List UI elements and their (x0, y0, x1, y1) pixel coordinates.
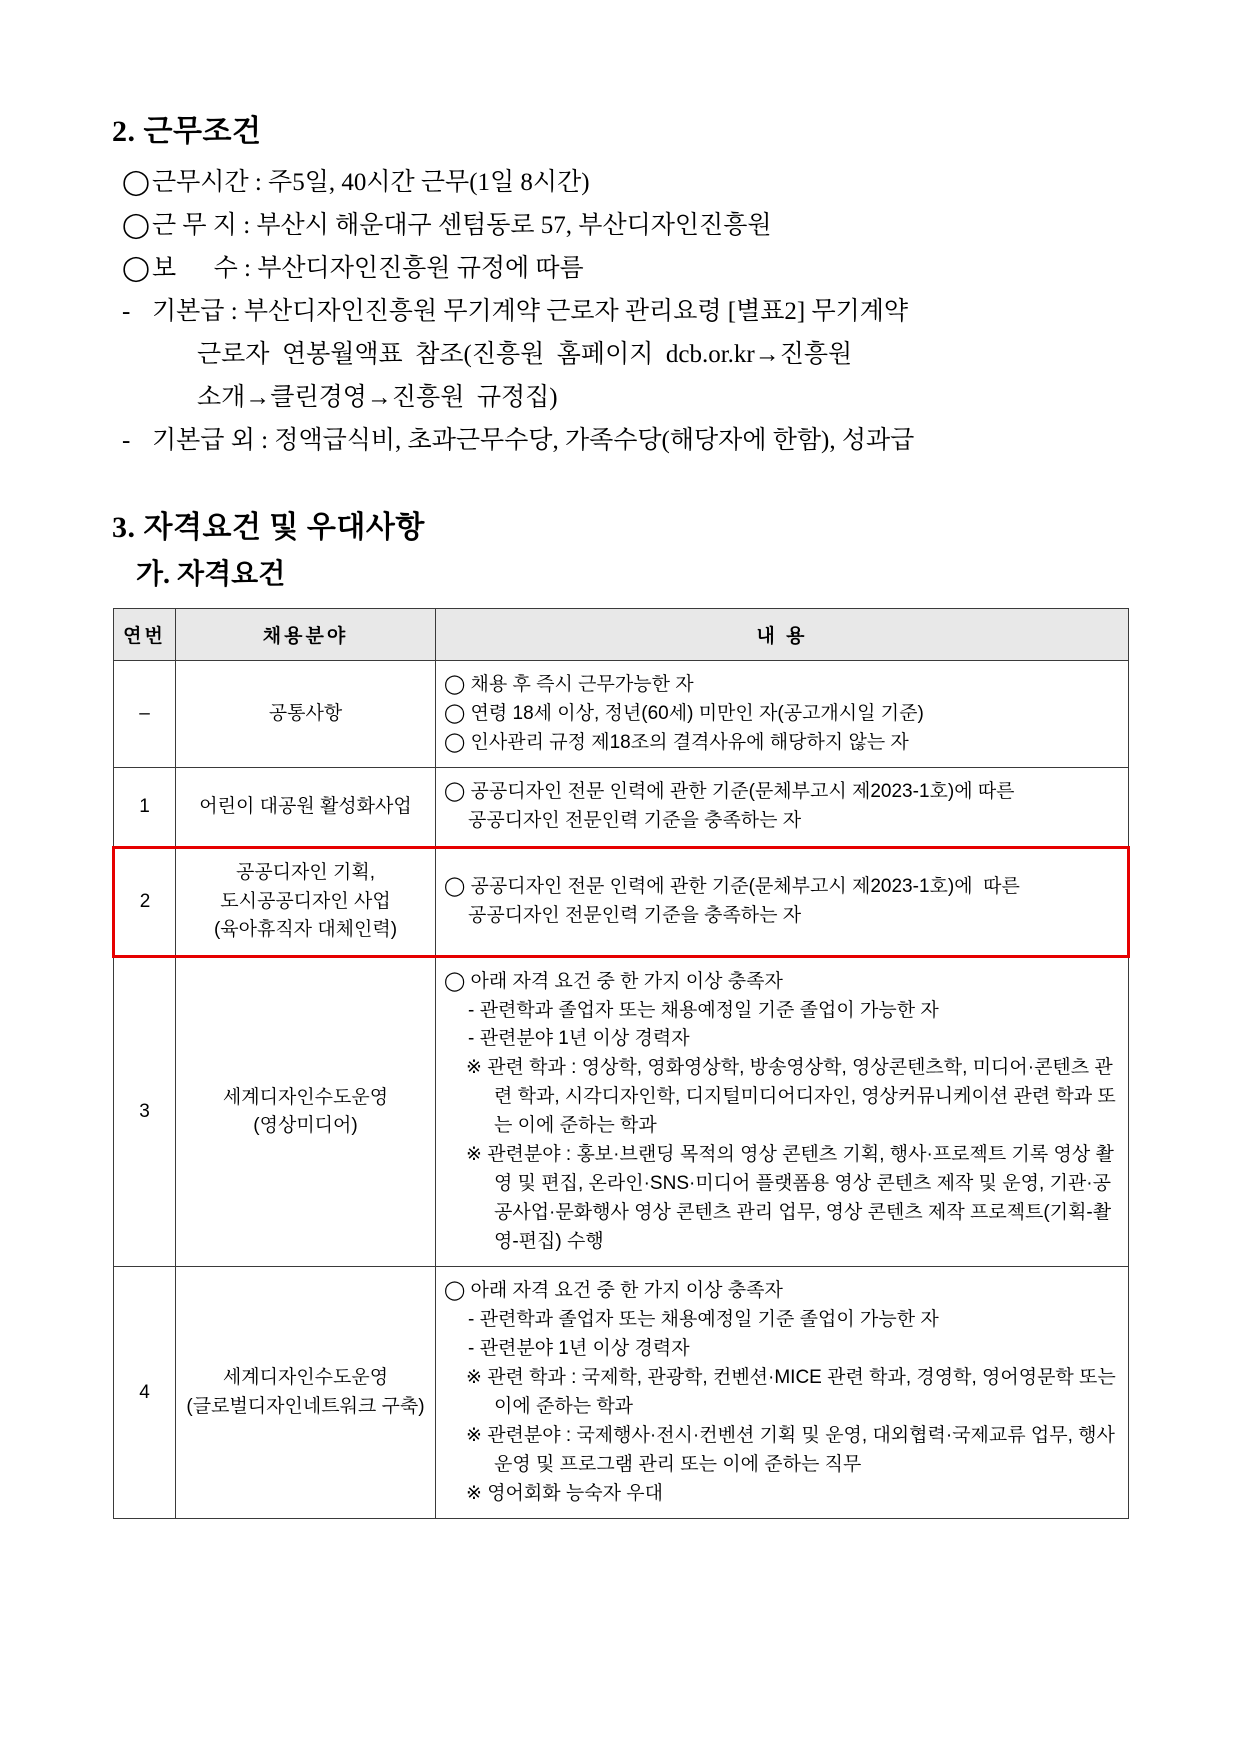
cell-field (176, 768, 436, 848)
table-header-row (114, 608, 1129, 660)
field-line: 공공디자인 기획, (235, 862, 376, 884)
content-line: ◯ 채용 후 즉시 근무가능한 자 (444, 673, 694, 695)
table-row (114, 956, 1129, 1267)
field-line: 세계디자인수도운영 (222, 1086, 389, 1108)
cell-content (436, 1267, 1129, 1519)
table-body (114, 660, 1129, 1519)
cell-content (436, 848, 1129, 957)
list-item (122, 161, 1130, 204)
table-row (114, 660, 1129, 768)
bullet-mark: ◯ (122, 254, 150, 282)
column-header-field: 채용분야 (176, 608, 436, 660)
table-row (114, 768, 1129, 848)
content-line: ※ 관련분야 : 국제행사·전시·컨벤션 기획 및 운영, 대외협력·국제교류 업무, 행사 운영 및 프로그램 관리 또는 이에 준하는 직무 (466, 1424, 1121, 1475)
content-line: ※ 관련분야 : 홍보·브랜딩 목적의 영상 콘텐츠 기획, 행사·프로젝트 기록 영상 촬영 및 편집, 온라인·SNS·미디어 플랫폼용 영상 콘텐츠 제작 및 운영, 기관·공공사업·문화행사 영상 콘텐츠 관리 업무, 영상 콘텐츠 제작 프로젝트(기획-촬영-편집) 수행 (466, 1143, 1114, 1252)
column-header-content: 내 용 (436, 608, 1129, 660)
content-line: - 관련분야 1년 이상 경력자 (468, 1338, 690, 1360)
cell-no: 1 (114, 768, 176, 848)
content-line: 공공디자인 전문인력 기준을 충족하는 자 (468, 904, 802, 926)
work-conditions-list-extra (122, 419, 1130, 462)
list-item-text: 기본급 외 : 정액급식비, 초과근무수당, 가족수당(해당자에 한함), 성과급 (152, 426, 915, 454)
table-row (114, 1267, 1129, 1519)
field-line: 공통사항 (268, 702, 343, 724)
list-item (122, 290, 1130, 333)
page-content (112, 112, 1130, 1519)
continuation-line: 소개→클린경영→진흥원 규정집) (122, 383, 558, 411)
field-line: 도시공공디자인 사업 (220, 890, 391, 912)
list-item (122, 419, 1130, 462)
cell-field (176, 660, 436, 768)
content-line: ◯ 공공디자인 전문 인력에 관한 기준(문체부고시 제2023-1호)에 따른 (444, 781, 1015, 803)
list-item (122, 247, 1130, 290)
field-line: 세계디자인수도운영 (222, 1367, 389, 1389)
table-header (114, 608, 1129, 660)
content-line: ※ 관련 학과 : 국제학, 관광학, 컨벤션·MICE 관련 학과, 경영학, 영어영문학 또는 이에 준하는 학과 (466, 1367, 1122, 1417)
content-line: - 관련학과 졸업자 또는 채용예정일 기준 졸업이 가능한 자 (468, 999, 939, 1021)
cell-field (176, 1267, 436, 1519)
content-line: 공공디자인 전문인력 기준을 충족하는 자 (468, 810, 802, 832)
list-item (122, 204, 1130, 247)
cell-field (176, 956, 436, 1267)
bullet-mark: - (122, 426, 131, 454)
bullet-mark: ◯ (122, 168, 150, 196)
section-heading-work-conditions: 2. 근무조건 (112, 115, 262, 148)
column-header-no: 연번 (114, 608, 176, 660)
cell-no: 2 (114, 848, 176, 957)
section-heading-qualifications: 3. 자격요건 및 우대사항 (112, 510, 425, 544)
field-line: (육아휴직자 대체인력) (213, 919, 398, 941)
cell-no: 4 (114, 1267, 176, 1519)
content-line: ◯ 아래 자격 요건 중 한 가지 이상 충족자 (444, 970, 783, 992)
bullet-mark: - (122, 297, 131, 325)
content-line: - 관련학과 졸업자 또는 채용예정일 기준 졸업이 가능한 자 (468, 1309, 939, 1331)
content-line: ◯ 아래 자격 요건 중 한 가지 이상 충족자 (444, 1280, 783, 1302)
cell-field (176, 848, 436, 957)
content-line: ※ 영어회화 능숙자 우대 (466, 1482, 663, 1504)
content-line: ◯ 연령 18세 이상, 정년(60세) 미만인 자(공고개시일 기준) (444, 702, 924, 724)
field-line: (영상미디어) (253, 1115, 358, 1137)
cell-no: – (114, 660, 176, 768)
subsection-heading-qualification-requirements: 가. 자격요건 (136, 559, 286, 590)
bullet-mark: ◯ (122, 211, 150, 239)
table-row-highlighted (114, 848, 1129, 957)
work-conditions-list (122, 161, 1130, 333)
field-line: 어린이 대공원 활성화사업 (199, 796, 412, 818)
list-item-text: 보 수 : 부산디자인진흥원 규정에 따름 (152, 254, 584, 282)
content-line: ◯ 인사관리 규정 제18조의 결격사유에 해당하지 않는 자 (444, 731, 909, 753)
list-item-text: 근무시간 : 주5일, 40시간 근무(1일 8시간) (152, 168, 590, 196)
cell-no: 3 (114, 956, 176, 1267)
qualification-table (112, 608, 1130, 1520)
list-item-text: 기본급 : 부산디자인진흥원 무기계약 근로자 관리요령 [별표2] 무기계약 (152, 297, 909, 325)
content-line: - 관련분야 1년 이상 경력자 (468, 1028, 690, 1050)
continuation-line: 근로자 연봉월액표 참조(진흥원 홈페이지 dcb.or.kr→진흥원 (122, 340, 853, 368)
cell-content (436, 660, 1129, 768)
list-item-text: 근 무 지 : 부산시 해운대구 센텀동로 57, 부산디자인진흥원 (152, 211, 772, 239)
cell-content (436, 956, 1129, 1267)
cell-content (436, 768, 1129, 848)
field-line: (글로벌디자인네트워크 구축) (186, 1395, 425, 1417)
content-line: ◯ 공공디자인 전문 인력에 관한 기준(문체부고시 제2023-1호)에 따른 (444, 876, 1020, 898)
content-line: ※ 관련 학과 : 영상학, 영화영상학, 방송영상학, 영상콘텐츠학, 미디어·콘텐츠 관련 학과, 시각디자인학, 디지털미디어디자인, 영상커뮤니케이션 관련 학과 또는 이에 준하는 학과 (466, 1057, 1116, 1137)
